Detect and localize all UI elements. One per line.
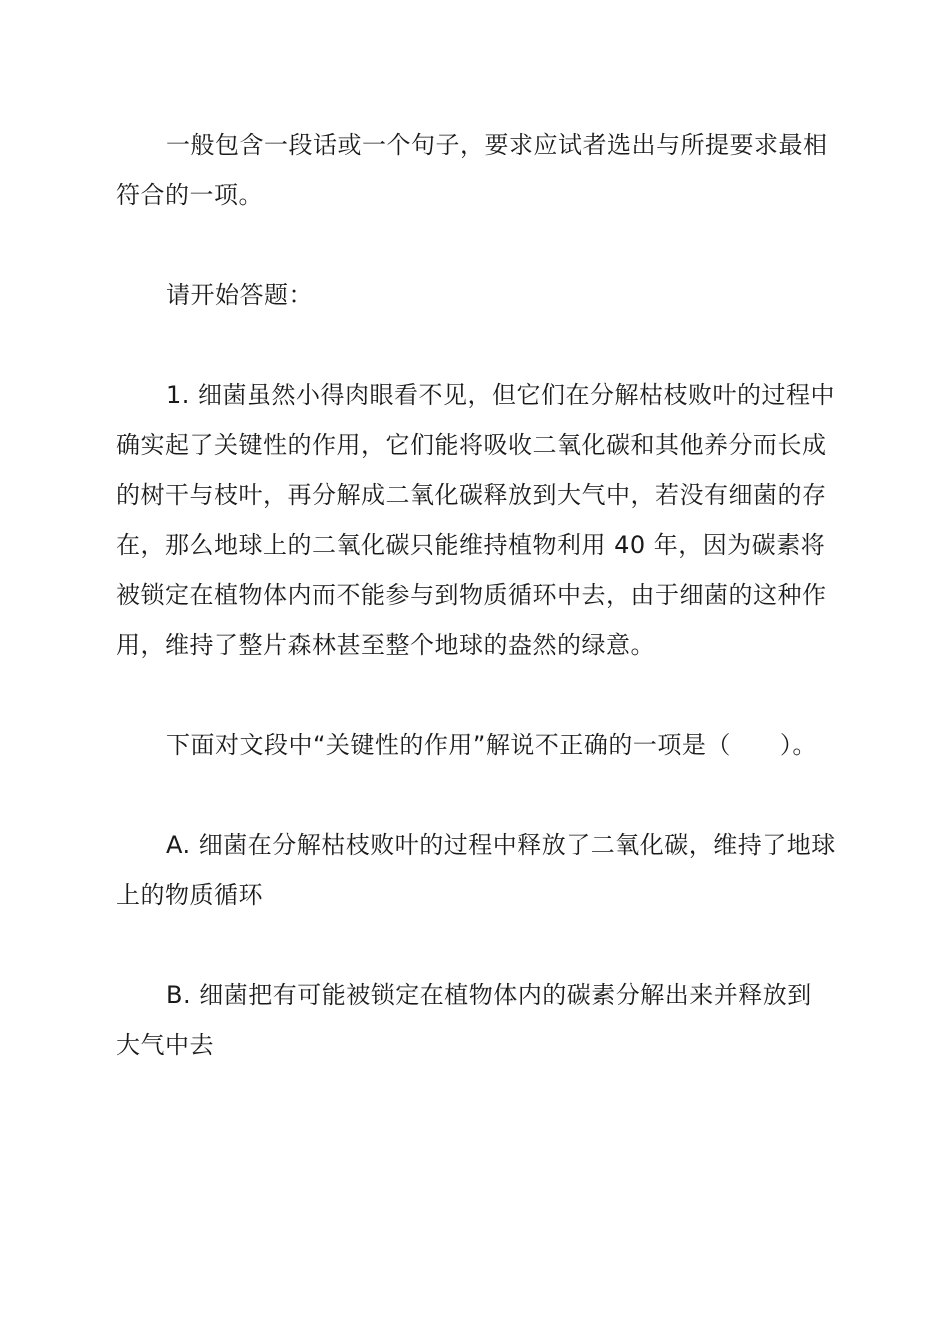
question-stem: 下面对文段中“关键性的作用”解说不正确的一项是（ ）。 bbox=[166, 731, 817, 759]
option-b: B. 细菌把有可能被锁定在植物体内的碳素分解出来并释放到大气中去 bbox=[116, 981, 812, 1059]
option-a: A. 细菌在分解枯枝败叶的过程中释放了二氧化碳，维持了地球上的物质循环 bbox=[116, 831, 836, 909]
spacer bbox=[116, 670, 836, 720]
spacer bbox=[116, 320, 836, 370]
document-body bbox=[116, 120, 836, 1070]
spacer bbox=[116, 770, 836, 820]
prompt-paragraph: 请开始答题： bbox=[166, 281, 313, 309]
intro-paragraph: 一般包含一段话或一个句子，要求应试者选出与所提要求最相符合的一项。 bbox=[116, 131, 828, 209]
spacer bbox=[116, 220, 836, 270]
question-passage: 1. 细菌虽然小得肉眼看不见，但它们在分解枯枝败叶的过程中确实起了关键性的作用，它们能将吸收二氧化碳和其他养分而长成的树干与枝叶，再分解成二氧化碳释放到大气中，若没有细菌的存在，那么地球上的二氧化碳只能维持植物利用 40 年，因为碳素将被锁定在植物体内而不能参与到物质循环中去，由于细菌的这种作用，维持了整片森林甚至整个地球的盎然的绿意。 bbox=[116, 381, 836, 659]
spacer bbox=[116, 920, 836, 970]
